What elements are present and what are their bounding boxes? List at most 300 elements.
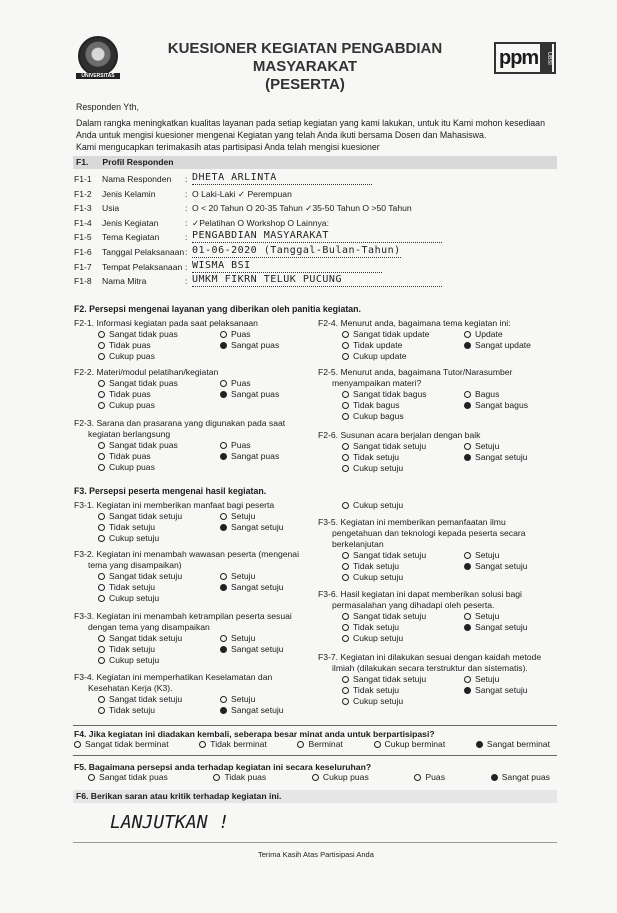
- radio-icon: [220, 342, 227, 349]
- option-label: Sangat tidak setuju: [109, 511, 183, 521]
- radio-icon: [342, 402, 349, 409]
- profile-row: [74, 274, 558, 288]
- option-label: Tidak setuju: [353, 622, 400, 632]
- radio-icon: [491, 774, 498, 781]
- radio-icon: [220, 573, 227, 580]
- option-label: Tidak puas: [109, 340, 151, 350]
- footer-text: Terima Kasih Atas Partisipasi Anda: [258, 850, 374, 859]
- option-cukup-bagus[interactable]: [342, 411, 464, 422]
- option-cukup-update[interactable]: [342, 351, 464, 362]
- radio-icon: [220, 646, 227, 653]
- profile-row-number: F1-6: [74, 247, 92, 257]
- radio-icon: [342, 413, 349, 420]
- option-sangat-setuju[interactable]: [464, 622, 528, 633]
- option-label: Tidak setuju: [353, 452, 400, 462]
- radio-icon: [414, 774, 421, 781]
- radio-icon: [342, 465, 349, 472]
- radio-icon: [342, 563, 349, 570]
- option-label: Tidak setuju: [109, 522, 156, 532]
- intro-text: [76, 101, 566, 153]
- profile-row-number: F1-5: [74, 232, 92, 243]
- option-label: Sangat tidak setuju: [109, 571, 183, 581]
- option-label: Sangat puas: [501, 772, 550, 782]
- option-label: Sangat setuju: [231, 705, 284, 715]
- option-sangat-tidak-setuju[interactable]: [342, 550, 464, 561]
- option-label: Sangat setuju: [231, 644, 284, 654]
- option-tidak-puas[interactable]: [98, 389, 220, 400]
- question-text: F3-1. Kegiatan ini memberikan manfaat bagi peserta: [74, 500, 275, 510]
- option-sangat-tidak-setuju[interactable]: [342, 674, 464, 685]
- radio-icon: [98, 453, 105, 460]
- question-f3-1: [74, 500, 309, 544]
- question-f3-4-cont: [318, 500, 553, 511]
- radio-icon: [98, 635, 105, 642]
- option-tidak-setuju[interactable]: [342, 622, 464, 633]
- option-label: Tidak bagus: [353, 400, 400, 410]
- option-label: Puas: [231, 378, 251, 388]
- option-label: Setuju: [231, 633, 256, 643]
- option-row: [318, 441, 553, 452]
- option-cukup-setuju[interactable]: [342, 633, 464, 644]
- option-label: Puas: [425, 772, 446, 782]
- profile-row: [74, 172, 558, 186]
- radio-icon: [220, 584, 227, 591]
- radio-icon: [464, 402, 471, 409]
- radio-icon: [98, 707, 105, 714]
- option-label: Tidak setuju: [353, 561, 400, 571]
- option-cukup-setuju[interactable]: [98, 533, 220, 544]
- option-sangat-puas[interactable]: [491, 772, 550, 782]
- option-label: Sangat setuju: [475, 622, 528, 632]
- option-label: Sangat puas: [231, 451, 280, 461]
- colon: :: [185, 217, 188, 228]
- option-sangat-setuju[interactable]: [220, 644, 284, 655]
- f1-title: Profil Responden: [102, 157, 174, 167]
- option-row: [318, 452, 553, 463]
- option-sangat-puas[interactable]: [220, 389, 279, 400]
- question-f2-4: [318, 318, 553, 362]
- option-row: [318, 550, 553, 561]
- radio-icon: [464, 391, 471, 398]
- option-row: [74, 329, 309, 340]
- option-label: Cukup setuju: [109, 655, 160, 665]
- option-label: Sangat tidak setuju: [353, 674, 427, 684]
- option-label: Tidak setuju: [353, 685, 400, 695]
- option-cukup-puas[interactable]: [312, 772, 369, 782]
- question-text: F2-3. Sarana dan prasarana yang digunakan pada saat kegiatan berlangsung: [74, 418, 286, 439]
- profile-row-label: Jenis Kelamin: [102, 188, 156, 199]
- option-tidak-puas[interactable]: [98, 451, 220, 462]
- radio-icon: [342, 698, 349, 705]
- radio-icon: [297, 741, 304, 748]
- radio-icon: [98, 342, 105, 349]
- option-tidak-setuju[interactable]: [98, 582, 220, 593]
- radio-icon: [98, 535, 105, 542]
- option-cukup-setuju[interactable]: [342, 572, 464, 583]
- option-row: [318, 340, 553, 351]
- profile-row-value[interactable]: O Laki-Laki ✓ Perempuan: [192, 188, 292, 199]
- option-sangat-tidak-puas[interactable]: [98, 329, 220, 340]
- option-setuju[interactable]: [464, 441, 499, 452]
- radio-icon: [464, 331, 471, 338]
- profile-row-number: F1-8: [74, 276, 92, 287]
- option-label: Tidak setuju: [109, 582, 156, 592]
- option-sangat-setuju[interactable]: [464, 685, 528, 696]
- option-label: Cukup setuju: [109, 593, 160, 603]
- radio-icon: [220, 391, 227, 398]
- option-label: Cukup setuju: [353, 696, 404, 706]
- option-sangat-tidak-puas[interactable]: [98, 440, 220, 451]
- question-f2-2: [74, 367, 309, 411]
- option-label: Setuju: [475, 550, 500, 560]
- option-label: Sangat bagus: [475, 400, 529, 410]
- option-tidak-setuju[interactable]: [98, 705, 220, 716]
- option-label: Sangat berminat: [486, 739, 550, 749]
- option-cukup-puas[interactable]: [98, 400, 220, 411]
- option-setuju[interactable]: [464, 674, 499, 685]
- f2-title: F2. Persepsi mengenai layanan yang diberikan oleh panitia kegiatan.: [74, 304, 361, 314]
- option-row: [74, 462, 309, 473]
- profile-row-label: Tema Kegiatan: [102, 232, 160, 243]
- option-tidak-setuju[interactable]: [98, 522, 220, 533]
- option-tidak-setuju[interactable]: [98, 644, 220, 655]
- profile-row-value[interactable]: O < 20 Tahun O 20-35 Tahun ✓35-50 Tahun O >50 Tahun: [192, 203, 412, 214]
- profile-row-number: F1-4: [74, 217, 92, 228]
- option-sangat-update[interactable]: [464, 340, 531, 351]
- profile-row: [74, 187, 558, 201]
- question-f3-2: [74, 549, 309, 604]
- radio-icon: [98, 402, 105, 409]
- radio-icon: [98, 391, 105, 398]
- option-row: [74, 533, 309, 544]
- radio-icon: [464, 613, 471, 620]
- f4-title: F4. Jika kegiatan ini diadakan kembali, seberapa besar minat anda untuk berpartisipasi?: [74, 729, 435, 739]
- option-cukup-puas[interactable]: [98, 351, 220, 362]
- option-tidak-setuju[interactable]: [342, 452, 464, 463]
- f5-title: F5. Bagaimana persepsi anda terhadap kegiatan ini secara keseluruhan?: [74, 762, 372, 772]
- question-f2-6: [318, 430, 553, 474]
- option-label: Sangat tidak puas: [99, 772, 168, 782]
- intro-thanks: Kami mengucapkan terimakasih atas partisipasi Anda telah mengisi kuesioner: [76, 142, 380, 152]
- radio-icon: [342, 676, 349, 683]
- radio-icon: [74, 741, 81, 748]
- option-sangat-tidak-setuju[interactable]: [98, 633, 220, 644]
- option-row: [74, 378, 309, 389]
- radio-icon: [220, 453, 227, 460]
- option-row: [318, 351, 553, 362]
- option-sangat-tidak-bagus[interactable]: [342, 389, 464, 400]
- option-label: Tidak setuju: [109, 705, 156, 715]
- option-berminat[interactable]: [297, 739, 342, 749]
- title-line-1: KUESIONER KEGIATAN PENGABDIAN MASYARAKAT: [167, 40, 443, 75]
- radio-icon: [342, 552, 349, 559]
- radio-icon: [464, 687, 471, 694]
- colon: :: [185, 188, 188, 199]
- radio-icon: [374, 741, 381, 748]
- radio-icon: [98, 524, 105, 531]
- option-label: Sangat tidak setuju: [353, 550, 427, 560]
- radio-icon: [342, 443, 349, 450]
- question-f3-6: [318, 589, 553, 644]
- radio-icon: [98, 595, 105, 602]
- option-label: Cukup setuju: [353, 572, 404, 582]
- option-label: Puas: [231, 440, 251, 450]
- radio-icon: [220, 513, 227, 520]
- radio-icon: [464, 443, 471, 450]
- option-cukup-berminat[interactable]: [374, 739, 446, 749]
- radio-icon: [98, 657, 105, 664]
- option-sangat-tidak-setuju[interactable]: [342, 611, 464, 622]
- question-f2-5: [318, 367, 553, 422]
- option-row: [74, 571, 309, 582]
- option-label: Sangat tidak puas: [109, 378, 178, 388]
- option-row: [318, 329, 553, 340]
- profile-row-number: F1-2: [74, 188, 92, 199]
- colon: :: [185, 232, 188, 243]
- radio-icon: [220, 635, 227, 642]
- option-label: Tidak puas: [109, 389, 151, 399]
- option-label: Cukup update: [353, 351, 407, 361]
- profile-row-value[interactable]: ✓Pelatihan O Workshop O Lainnya:: [192, 217, 329, 228]
- profile-row-label: Nama Responden: [102, 174, 172, 184]
- option-tidak-bagus[interactable]: [342, 400, 464, 411]
- question-f5: [74, 762, 558, 782]
- option-row: [74, 451, 309, 462]
- intro-body: Dalam rangka meningkatkan kualitas layanan pada setiap kegiatan yang kami lakukan, untuk itu Kami mohon kesediaan Anda untuk mengisi kuesioner mengenai Kegiatan yang telah Anda ikuti bersama Dosen dan Mahasiswa.: [76, 118, 545, 140]
- option-label: Update: [475, 329, 503, 339]
- option-label: Cukup bagus: [353, 411, 404, 421]
- option-label: Berminat: [308, 739, 343, 749]
- option-row: [318, 633, 553, 644]
- option-label: Sangat tidak puas: [109, 329, 178, 339]
- option-label: Cukup setuju: [109, 533, 160, 543]
- option-tidak-update[interactable]: [342, 340, 464, 351]
- option-label: Cukup puas: [109, 400, 155, 410]
- question-text: F3-7. Kegiatan ini dilakukan sesuai dengan kaidah metode ilmiah (dilakukan secara terstruktur dan sistematis).: [318, 652, 542, 673]
- option-cukup-setuju[interactable]: [342, 696, 464, 707]
- option-cukup-puas[interactable]: [98, 462, 220, 473]
- profile-row-value[interactable]: UMKM FIKRN TELUK PUCUNG: [192, 274, 442, 287]
- option-row: [74, 644, 309, 655]
- option-sangat-tidak-setuju[interactable]: [98, 694, 220, 705]
- profile-row-number: F1-3: [74, 203, 92, 214]
- option-label: Sangat tidak update: [353, 329, 430, 339]
- option-setuju[interactable]: [464, 611, 499, 622]
- profile-row: [74, 216, 558, 230]
- option-setuju[interactable]: [220, 633, 255, 644]
- option-label: Sangat tidak berminat: [85, 739, 169, 749]
- question-text: F2-4. Menurut anda, bagaimana tema kegiatan ini:: [318, 318, 511, 328]
- radio-icon: [464, 563, 471, 570]
- option-row: [318, 411, 553, 422]
- f3-title: F3. Persepsi peserta mengenai hasil kegiatan.: [74, 486, 267, 496]
- radio-icon: [220, 524, 227, 531]
- divider: [73, 725, 557, 726]
- radio-icon: [98, 442, 105, 449]
- option-row: [74, 655, 309, 666]
- option-sangat-tidak-setuju[interactable]: [98, 511, 220, 522]
- option-cukup-setuju[interactable]: [98, 593, 220, 604]
- option-label: Tidak puas: [109, 451, 151, 461]
- option-sangat-setuju[interactable]: [464, 561, 528, 572]
- option-row: [318, 572, 553, 583]
- option-update[interactable]: [464, 329, 503, 340]
- option-sangat-tidak-puas[interactable]: [88, 772, 168, 782]
- question-f3-7: [318, 652, 553, 707]
- option-label: Sangat setuju: [475, 561, 528, 571]
- option-label: Sangat tidak setuju: [353, 441, 427, 451]
- option-label: Cukup setuju: [353, 633, 404, 643]
- question-f2-1: [74, 318, 309, 362]
- f1-number: F1.: [76, 157, 89, 167]
- radio-icon: [220, 331, 227, 338]
- option-puas[interactable]: [220, 329, 251, 340]
- radio-icon: [342, 574, 349, 581]
- radio-icon: [199, 741, 206, 748]
- radio-icon: [342, 353, 349, 360]
- radio-icon: [342, 687, 349, 694]
- option-sangat-setuju[interactable]: [220, 522, 284, 533]
- profile-row-label: Tempat Pelaksanaan: [102, 261, 183, 272]
- question-text: F3-4. Kegiatan ini memperhatikan Keselamatan dan Kesehatan Kerja (K3).: [74, 672, 273, 693]
- option-row: [74, 593, 309, 604]
- option-row: [74, 351, 309, 362]
- radio-icon: [464, 676, 471, 683]
- option-row: [74, 400, 309, 411]
- colon: :: [185, 247, 188, 257]
- f6-header: F6. Berikan saran atau kritik terhadap kegiatan ini.: [73, 790, 557, 803]
- option-puas[interactable]: [220, 440, 251, 451]
- option-label: Setuju: [475, 674, 500, 684]
- question-text: F3-5. Kegiatan ini memberikan pemanfaatan ilmu pengetahuan dan teknologi kepada peserta secara berkelanjutan: [318, 517, 526, 549]
- question-text: F3-2. Kegiatan ini menambah wawasan peserta (mengenai tema yang disampaikan): [74, 549, 299, 570]
- radio-icon: [98, 380, 105, 387]
- radio-icon: [476, 741, 483, 748]
- ppm-logo: [494, 42, 556, 74]
- option-setuju[interactable]: [220, 694, 255, 705]
- radio-icon: [464, 454, 471, 461]
- option-tidak-berminat[interactable]: [199, 739, 267, 749]
- option-tidak-puas[interactable]: [213, 772, 266, 782]
- option-row: [74, 440, 309, 451]
- option-sangat-tidak-setuju[interactable]: [98, 571, 220, 582]
- radio-icon: [220, 442, 227, 449]
- option-setuju[interactable]: [220, 511, 255, 522]
- option-row: [318, 674, 553, 685]
- option-puas[interactable]: [220, 378, 251, 389]
- option-label: Sangat puas: [231, 389, 280, 399]
- radio-icon: [98, 353, 105, 360]
- question-text: F2-6. Susunan acara berjalan dengan baik: [318, 430, 481, 440]
- option-label: Setuju: [231, 571, 256, 581]
- profile-row-value[interactable]: DHETA ARLINTA: [192, 172, 372, 185]
- option-cukup-setuju[interactable]: [98, 655, 220, 666]
- radio-icon: [98, 646, 105, 653]
- option-setuju[interactable]: [464, 550, 499, 561]
- option-label: Setuju: [475, 611, 500, 621]
- option-sangat-puas[interactable]: [220, 451, 279, 462]
- radio-icon: [98, 513, 105, 520]
- option-sangat-setuju[interactable]: [220, 582, 284, 593]
- option-row: [74, 522, 309, 533]
- option-sangat-tidak-setuju[interactable]: [342, 441, 464, 452]
- option-tidak-setuju[interactable]: [342, 685, 464, 696]
- option-label: Cukup puas: [322, 772, 369, 782]
- radio-icon: [98, 696, 105, 703]
- question-f3-4: [74, 672, 309, 716]
- option-row: [74, 340, 309, 351]
- option-row: [74, 694, 309, 705]
- profile-row-value[interactable]: PENGABDIAN MASYARAKAT: [192, 230, 442, 243]
- option-sangat-berminat[interactable]: [476, 739, 550, 749]
- option-sangat-tidak-berminat[interactable]: [74, 739, 169, 749]
- title-line-2: (PESERTA): [265, 76, 345, 93]
- profile-row-value[interactable]: WISMA BSI: [192, 260, 382, 273]
- radio-icon: [464, 624, 471, 631]
- option-label: Setuju: [231, 694, 256, 704]
- option-sangat-tidak-puas[interactable]: [98, 378, 220, 389]
- question-f4: [74, 729, 558, 749]
- radio-icon: [88, 774, 95, 781]
- option-label: Bagus: [475, 389, 500, 399]
- option-label: Sangat setuju: [475, 452, 528, 462]
- option-label: Sangat tidak setuju: [353, 611, 427, 621]
- option-sangat-setuju[interactable]: [220, 705, 284, 716]
- option-cukup-setuju[interactable]: Cukup setuju: [342, 500, 403, 511]
- profile-row-value[interactable]: 01-06-2020 (Tanggal-Bulan-Tahun): [192, 245, 401, 256]
- question-f2-3: [74, 418, 309, 473]
- option-label: Sangat puas: [231, 340, 280, 350]
- colon: :: [185, 261, 188, 272]
- option-tidak-setuju[interactable]: [342, 561, 464, 572]
- option-label: Tidak update: [353, 340, 403, 350]
- option-row: [74, 633, 309, 644]
- option-tidak-puas[interactable]: [98, 340, 220, 351]
- option-sangat-tidak-update[interactable]: [342, 329, 464, 340]
- option-row: [318, 611, 553, 622]
- profile-row-number: F1-1: [74, 174, 92, 184]
- option-label: Puas: [231, 329, 251, 339]
- option-label: Cukup puas: [109, 351, 155, 361]
- option-label: Setuju: [231, 511, 256, 521]
- option-sangat-puas[interactable]: [220, 340, 279, 351]
- profile-row: [74, 201, 558, 215]
- radio-icon: [98, 464, 105, 471]
- option-puas[interactable]: [414, 772, 445, 782]
- radio-icon: [464, 342, 471, 349]
- f6-answer[interactable]: LANJUTKAN !: [110, 812, 230, 833]
- option-row: [318, 685, 553, 696]
- radio-icon: [220, 707, 227, 714]
- ppm-logo-text: ppm: [499, 46, 539, 69]
- radio-icon: [342, 624, 349, 631]
- option-sangat-bagus[interactable]: [464, 400, 528, 411]
- radio-icon: [98, 331, 105, 338]
- option-bagus[interactable]: [464, 389, 499, 400]
- option-label: Sangat tidak setuju: [109, 633, 183, 643]
- profile-row-number: F1-7: [74, 261, 92, 272]
- option-cukup-setuju[interactable]: [342, 463, 464, 474]
- profile-row-label: Tanggal Pelaksanaan: [102, 247, 185, 257]
- option-sangat-setuju[interactable]: [464, 452, 528, 463]
- question-text: F3-6. Hasil kegiatan ini dapat memberikan solusi bagi permasalahan yang dihadapi oleh peserta.: [318, 589, 522, 610]
- colon: :: [185, 276, 188, 287]
- profile-row-label: Jenis Kegiatan: [102, 217, 159, 228]
- radio-icon: [342, 454, 349, 461]
- option-setuju[interactable]: [220, 571, 255, 582]
- divider: [73, 755, 557, 756]
- radio-icon: [312, 774, 319, 781]
